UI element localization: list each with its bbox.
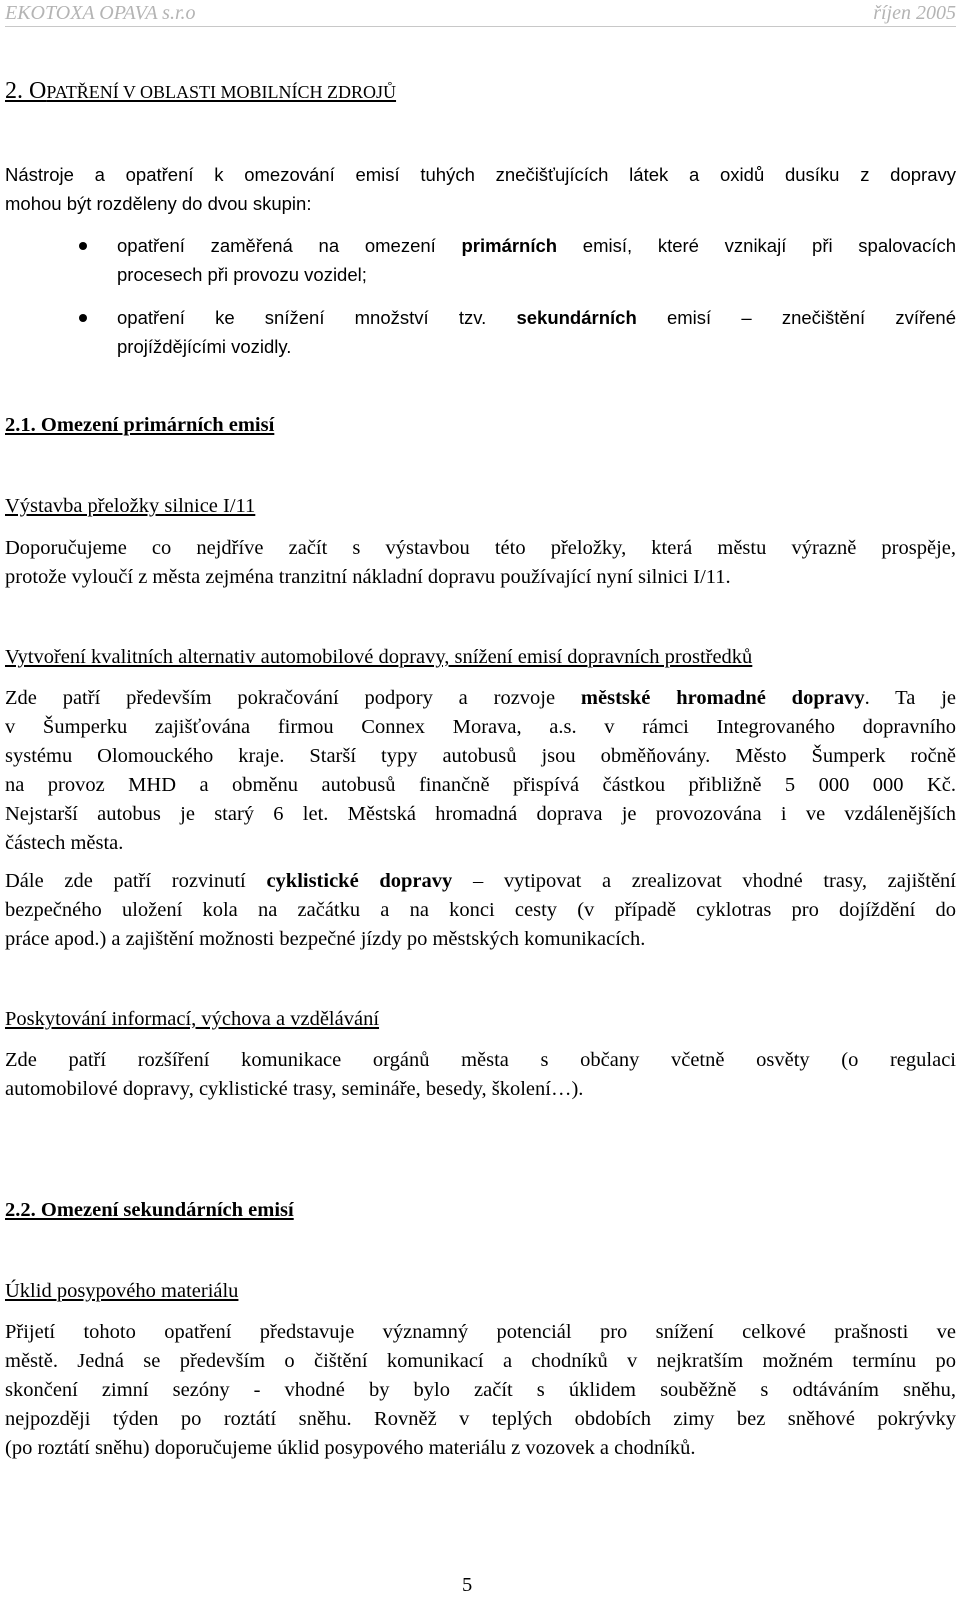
- cycling-line-2: bezpečného uložení kola na začátku a na konci cesty (v případě cyklotras pro dojíždění do: [5, 899, 956, 921]
- bullet-1-emphasis: primárních: [461, 235, 558, 256]
- main-heading-rest: PATŘENÍ V OBLASTI MOBILNÍCH ZDROJŮ: [46, 82, 397, 102]
- intro-paragraph: [5, 160, 956, 218]
- main-heading-initial: O: [29, 78, 47, 104]
- cleanup-line-3: skončení zimní sezóny - vhodné by bylo začít s úklidem souběžně s odtáváním sněhu,: [5, 1379, 956, 1401]
- bullet-2-line-1: opatření ke snížení množství tzv. sekundárních emisí – znečištění zvířené: [117, 307, 956, 328]
- topic-i11-title: Výstavba přeložky silnice I/11: [5, 495, 256, 517]
- cleanup-line-4: nejpozději týden po roztátí sněhu. Rovněž v teplých obdobích zimy bez sněhové pokrývky: [5, 1408, 956, 1430]
- topic-cleanup-title: Úklid posypového materiálu: [5, 1280, 239, 1302]
- cleanup-line-5: (po roztátí sněhu) doporučujeme úklid posypového materiálu z vozovek a chodníků.: [5, 1437, 696, 1459]
- alternatives-line-6: částech města.: [5, 832, 124, 854]
- topic-i11-paragraph: [5, 534, 956, 592]
- cycling-emphasis: cyklistické dopravy: [266, 870, 453, 892]
- topic-i11-line-1: Doporučujeme co nejdříve začít s výstavbou této přeložky, která městu výrazně prospěje,: [5, 537, 956, 559]
- page-number: 5: [462, 1574, 473, 1596]
- header-date: říjen 2005: [873, 2, 956, 24]
- main-heading: [5, 76, 396, 107]
- list-item: [5, 303, 956, 361]
- bullet-1-line-1: opatření zaměřená na omezení primárních emisí, které vznikají při spalovacích: [117, 235, 956, 256]
- information-line-1: Zde patří rozšíření komunikace orgánů města s občany včetně osvěty (o regulaci: [5, 1049, 956, 1071]
- topic-alternatives-paragraph-1: [5, 684, 956, 858]
- topic-information-paragraph: [5, 1046, 956, 1104]
- alternatives-line-3: systému Olomouckého kraje. Starší typy autobusů jsou obměňovány. Město Šumperk ročně: [5, 745, 956, 767]
- bullet-icon: [79, 314, 87, 322]
- measures-list: [5, 231, 956, 361]
- alternatives-line-2: v Šumperku zajišťována firmou Connex Morava, a.s. v rámci Integrovaného dopravního: [5, 716, 956, 738]
- topic-alternatives-title: Vytvoření kvalitních alternativ automobilové dopravy, snížení emisí dopravních prostředků: [5, 646, 753, 668]
- header-company: EKOTOXA OPAVA s.r.o: [5, 2, 196, 24]
- cycling-line-1: Dále zde patří rozvinutí cyklistické dopravy – vytipovat a zrealizovat vhodné trasy, zajištění: [5, 870, 956, 892]
- cleanup-line-2: městě. Jedná se především o čištění komunikací a chodníků v nejkratším možném termínu po: [5, 1350, 956, 1372]
- topic-alternatives-paragraph-2: [5, 867, 956, 954]
- bullet-2-line-2: projíždějícími vozidly.: [117, 336, 292, 357]
- main-heading-number: 2.: [5, 78, 23, 104]
- bullet-2-emphasis: sekundárních: [516, 307, 637, 328]
- page-header: [5, 0, 956, 27]
- cycling-line-3: práce apod.) a zajištění možnosti bezpečné jízdy po městských komunikacích.: [5, 928, 646, 950]
- bullet-1-line-2: procesech při provozu vozidel;: [117, 264, 367, 285]
- topic-information-title: Poskytování informací, výchova a vzdělávání: [5, 1008, 380, 1030]
- cleanup-line-1: Přijetí tohoto opatření představuje významný potenciál pro snížení celkové prašnosti ve: [5, 1321, 956, 1343]
- alternatives-line-5: Nejstarší autobus je starý 6 let. Městská hromadná doprava je provozována i ve vzdálenějších: [5, 803, 956, 825]
- intro-line-2: mohou být rozděleny do dvou skupin:: [5, 193, 312, 214]
- alternatives-line-4: na provoz MHD a obměnu autobusů finančně přispívá částkou přibližně 5 000 000 Kč.: [5, 774, 956, 796]
- mhd-emphasis: městské hromadné dopravy: [580, 687, 865, 709]
- list-item: [5, 231, 956, 289]
- information-line-2: automobilové dopravy, cyklistické trasy, semináře, besedy, školení…).: [5, 1078, 584, 1100]
- topic-i11-line-2: protože vyloučí z města zejména tranzitní nákladní dopravu používající nyní silnici I/11.: [5, 566, 731, 588]
- intro-line-1: Nástroje a opatření k omezování emisí tuhých znečišťujících látek a oxidů dusíku z dopravy: [5, 164, 956, 185]
- topic-cleanup-paragraph: [5, 1318, 956, 1463]
- alternatives-line-1: Zde patří především pokračování podpory a rozvoje městské hromadné dopravy. Ta je: [5, 687, 956, 709]
- section-2-1-heading: 2.1. Omezení primárních emisí: [5, 414, 275, 436]
- bullet-icon: [79, 242, 87, 250]
- section-2-2-heading: 2.2. Omezení sekundárních emisí: [5, 1199, 294, 1221]
